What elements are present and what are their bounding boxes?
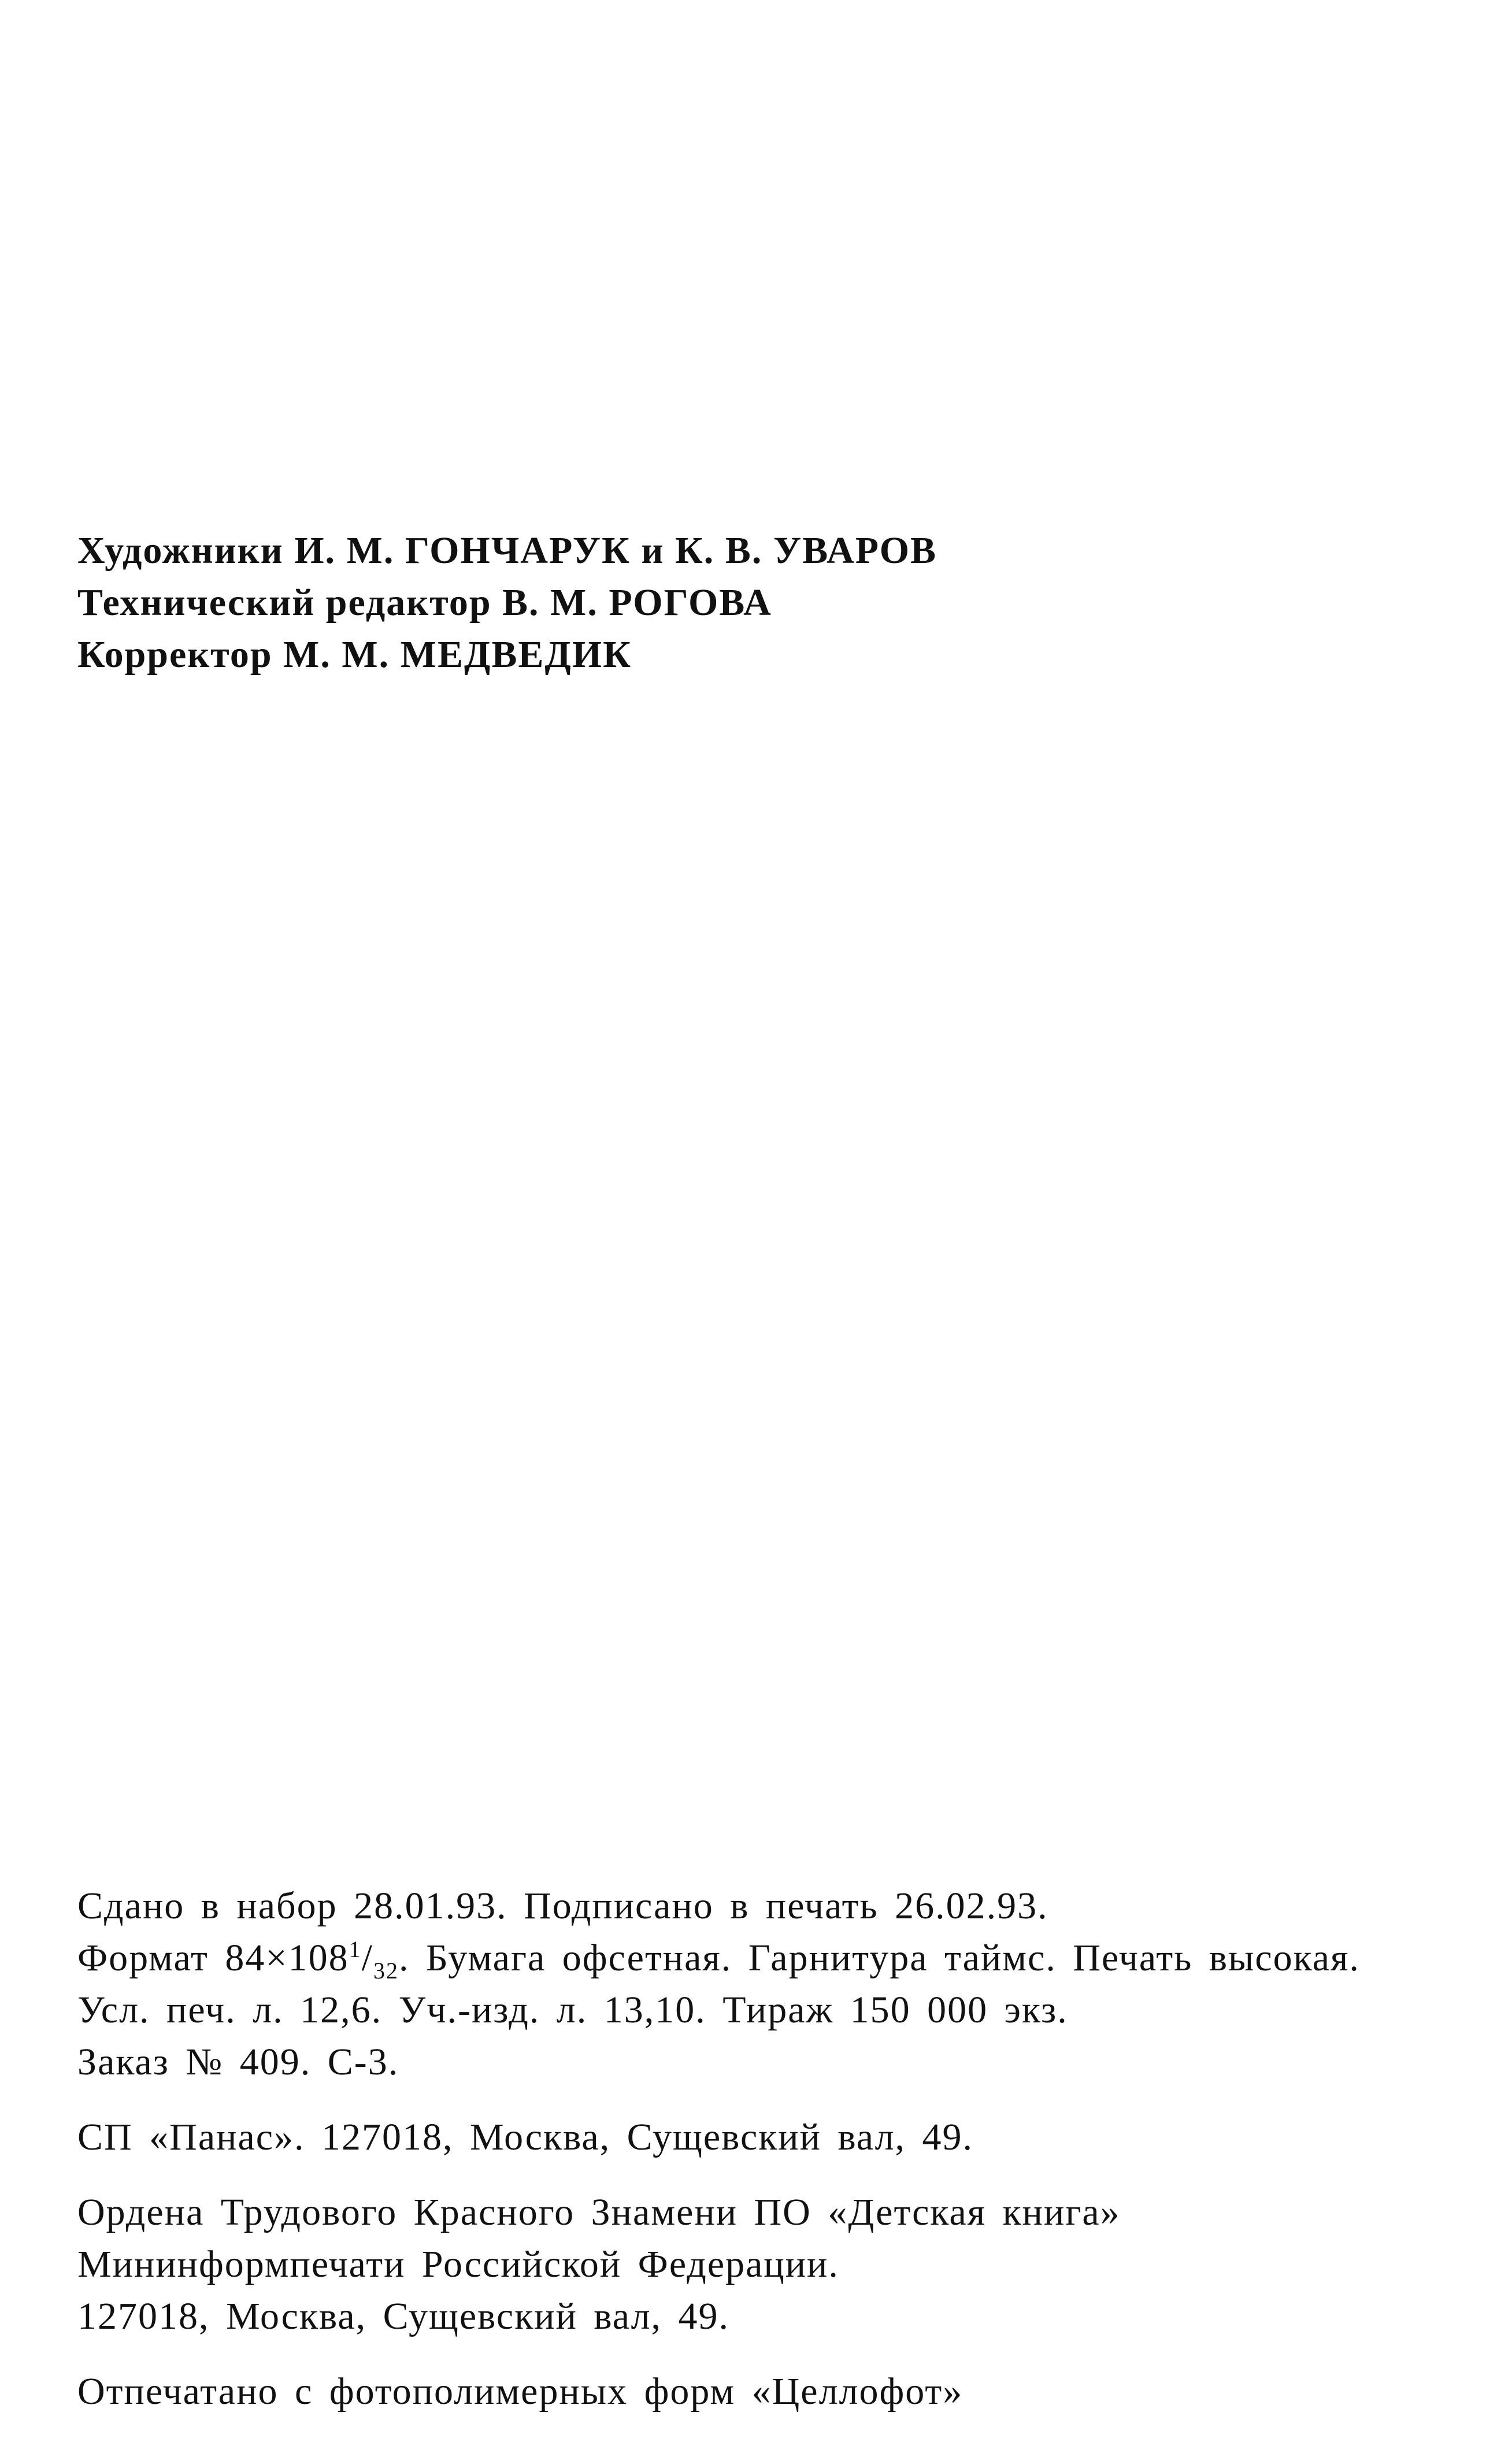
imprint-print-note: Отпечатано с фотополимерных форм «Целлофот» bbox=[77, 2370, 963, 2413]
imprint-format-slash: / bbox=[361, 1937, 373, 1979]
imprint-printer-address: 127018, Москва, Сущевский вал, 49. bbox=[77, 2295, 730, 2337]
imprint-printer-name: Ордена Трудового Красного Знамени ПО «Детская книга» bbox=[77, 2191, 1121, 2233]
imprint-format bbox=[77, 1936, 1360, 1984]
imprint-typesetting-dates: Сдано в набор 28.01.93. Подписано в печать 26.02.93. bbox=[77, 1885, 1048, 1927]
imprint-sheets-print-run: Усл. печ. л. 12,6. Уч.-изд. л. 13,10. Тираж 150 000 экз. bbox=[77, 1989, 1068, 2031]
credits-block bbox=[77, 529, 937, 688]
imprint-format-sub: 32 bbox=[373, 1958, 399, 1984]
credits-proofreader: Корректор М. М. МЕДВЕДИК bbox=[77, 633, 632, 676]
imprint-format-prefix: Формат 84×108 bbox=[77, 1937, 349, 1979]
credits-technical-editor: Технический редактор В. М. РОГОВА bbox=[77, 581, 772, 624]
credits-artists: Художники И. М. ГОНЧАРУК и К. В. УВАРОВ bbox=[77, 529, 937, 572]
imprint-format-suffix: . Бумага офсетная. Гарнитура таймс. Печать высокая. bbox=[398, 1937, 1360, 1979]
imprint-publisher: СП «Панас». 127018, Москва, Сущевский вал, 49. bbox=[77, 2116, 974, 2158]
imprint-printer-ministry: Мининформпечати Российской Федерации. bbox=[77, 2243, 839, 2285]
imprint-block bbox=[77, 1887, 1360, 2425]
imprint-format-sup: 1 bbox=[349, 1936, 362, 1962]
imprint-order: Заказ № 409. С-3. bbox=[77, 2041, 399, 2083]
